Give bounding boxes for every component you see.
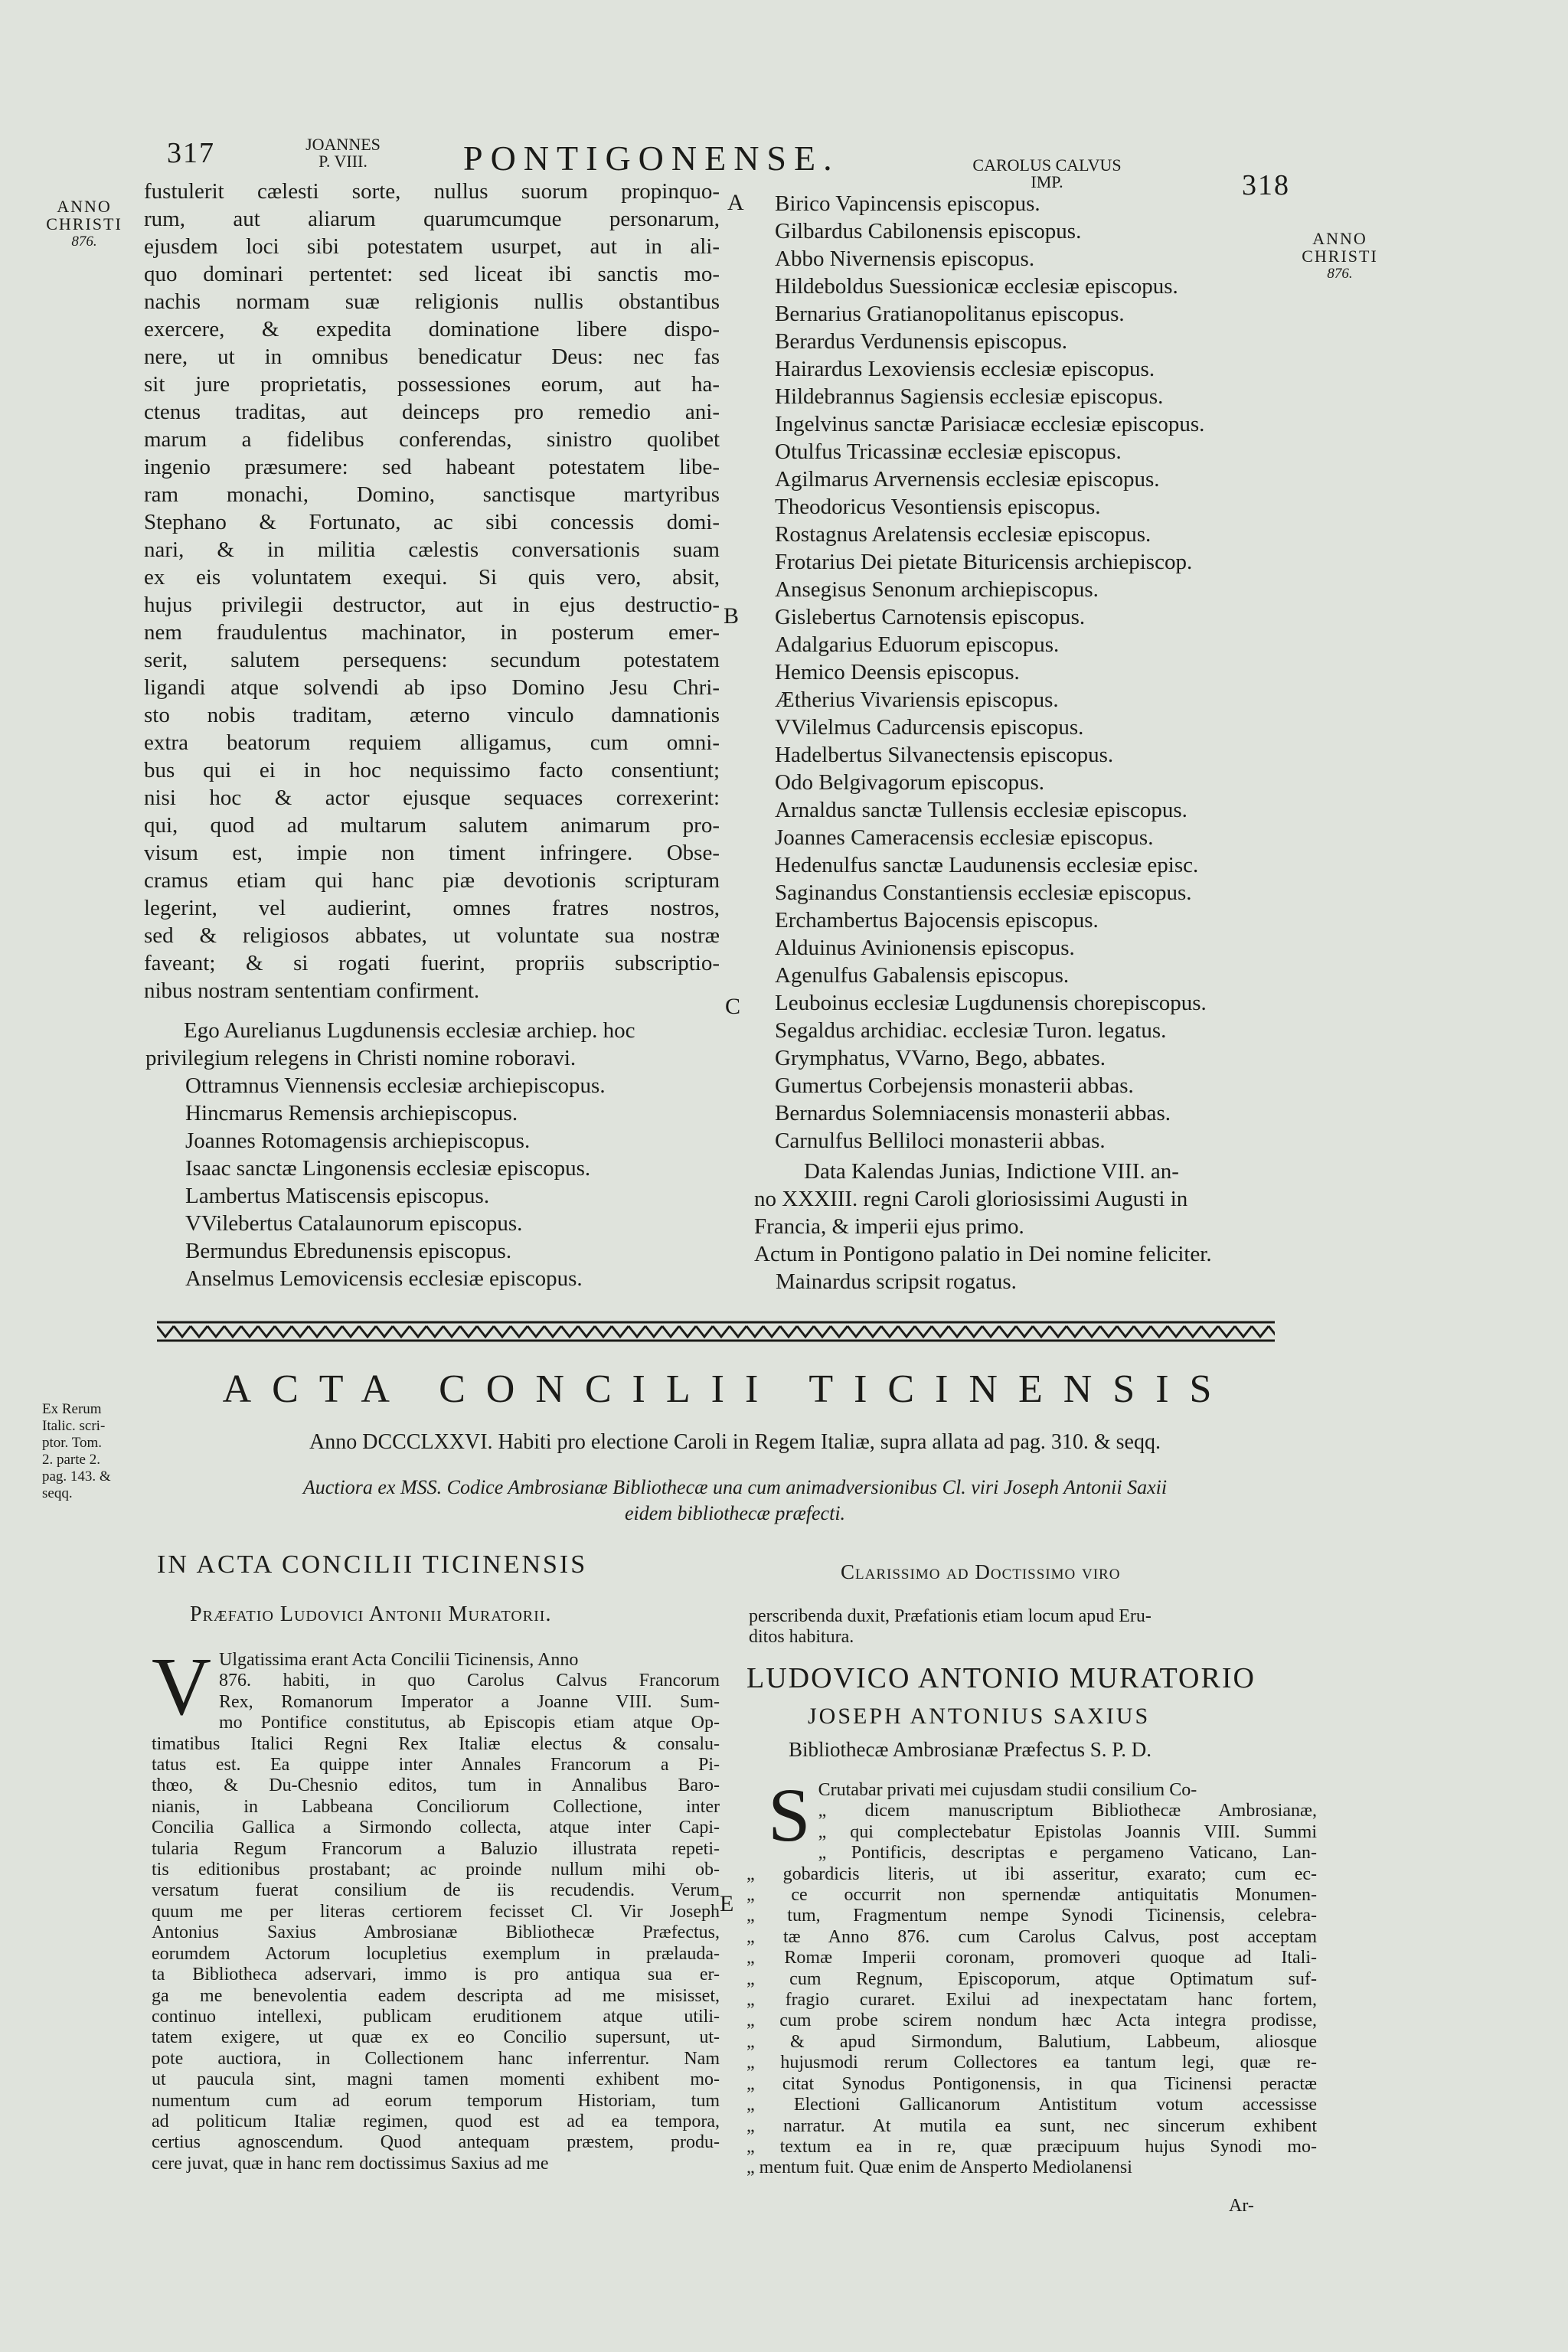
letter-line: „ cum probe scirem nondum hæc Acta integra prodisse, (746, 2011, 1317, 2031)
text-line: hujus privilegii destructor, aut in ejus destructio- (144, 593, 720, 617)
preface-line: Antonius Saxius Ambrosianæ Bibliothecæ Præfectus, (152, 1922, 720, 1943)
letter-lines (746, 1801, 1317, 2178)
column-marker-e: E (720, 1891, 734, 1916)
letter-line: „ fragio curaret. Exilui ad inexpectatam hanc fortem, (746, 1990, 1317, 2011)
running-head-right-line2: IMP. (1031, 172, 1063, 191)
text-line: ctenus traditas, aut deinceps pro remedio ani- (144, 400, 720, 424)
signature-line: Hairardus Lexoviensis ecclesiæ episcopus. (775, 357, 1155, 381)
signature-line: Joannes Cameracensis ecclesiæ episcopus. (775, 825, 1154, 850)
text-line: extra beatorum requiem alligamus, cum omni- (144, 730, 720, 755)
text-line: sed & religiosos abbates, ut voluntate sua nostræ (144, 923, 720, 948)
preface-line: pote auctiora, in Collectionem hanc inferrentur. Nam (152, 2048, 720, 2069)
margin-year: 876. (71, 234, 97, 250)
right-column-signatures (775, 190, 1303, 1155)
letter-line: „ textum ea in re, quæ præcipuum hujus Synodi mo- (746, 2137, 1317, 2158)
margin-anno: ANNO (1312, 229, 1367, 248)
text-line: faveant; & si rogati fuerint, propriis subscriptio- (144, 951, 720, 975)
letter-line: „ citat Synodus Pontigonensis, in qua Ticinensi peractæ (746, 2074, 1317, 2095)
letter-line: „ & apud Sirmondum, Balutium, Labbeum, aliosque (746, 2032, 1317, 2053)
section-heading: IN ACTA CONCILII TICINENSIS (157, 1550, 588, 1579)
text-line: nem fraudulentus machinator, in posterum emer- (144, 620, 720, 645)
preface-line: timatibus Italici Regni Rex Italiæ electus & consalu- (152, 1733, 720, 1754)
running-head-left-line2: P. VIII. (318, 152, 368, 171)
margin-source-line: Ex Rerum (42, 1401, 102, 1417)
preface-heading: Præfatio Ludovici Antonii Muratorii. (190, 1602, 552, 1626)
margin-source-line: 2. parte 2. (42, 1452, 100, 1468)
margin-source-line: pag. 143. & (42, 1468, 111, 1485)
signature-line: Hildebrannus Sagiensis ecclesiæ episcopus. (775, 384, 1164, 409)
preface-line: ad politicum Italiæ regimen, quod est ad ea tempora, (152, 2111, 720, 2132)
signature-line: Alduinus Avinionensis episcopus. (775, 936, 1075, 960)
signature-line: Isaac sanctæ Lingonensis ecclesiæ episcopus. (185, 1156, 591, 1181)
signature-line: Ætherius Vivariensis episcopus. (775, 688, 1059, 712)
ornamental-rule (157, 1318, 1275, 1344)
text-line: visum est, impie non timent infringere. Obse- (144, 841, 720, 865)
text-line: nisi hoc & actor ejusque sequaces correxerint: (144, 786, 720, 810)
preface-line: quum me per literas certiorem fecisset Cl. Vir Joseph (152, 1901, 720, 1922)
letter-text (746, 1772, 1318, 2179)
margin-christi: CHRISTI (1302, 247, 1378, 266)
text-line: ram monachi, Domino, sanctisque martyribus (144, 482, 720, 507)
text-line: nere, ut in omnibus benedicatur Deus: nec fas (144, 345, 720, 369)
letter-line: „ ce occurrit non spernendæ antiquitatis Monumen- (746, 1885, 1317, 1906)
signature-line: Birico Vapincensis episcopus. (775, 191, 1040, 216)
signature-line: privilegium relegens in Christi nomine roboravi. (145, 1046, 577, 1070)
preface-line: Rex, Romanorum Imperator a Joanne VIII. Sum- (219, 1691, 720, 1712)
signature-line: Hincmarus Remensis archiepiscopus. (185, 1101, 518, 1125)
catchword: Ar- (1229, 2196, 1254, 2216)
letter-line: „ gobardicis literis, ut ibi asseritur, exarato; cum ec- (746, 1864, 1317, 1885)
text-line: ex eis voluntatem exequi. Si quis vero, absit, (144, 565, 720, 590)
signature-line: Bermundus Ebredunensis episcopus. (185, 1239, 512, 1263)
text-line: serit, salutem persequens: secundum potestatem (144, 648, 720, 672)
drop-cap: V (152, 1642, 211, 1733)
preface-line: cere juvat, quæ in hanc rem doctissimus Saxius ad me (152, 2153, 549, 2174)
left-column-signatures (145, 1017, 737, 1292)
preface-first-line: Ulgatissima erant Acta Concilii Ticinensis, Anno (219, 1650, 579, 1670)
text-line: bus qui ei in hoc nequissimo facto consentiunt; (144, 758, 720, 782)
text-line: ejusdem loci sibi potestatem usurpet, aut in ali- (144, 234, 720, 259)
margin-anno: ANNO (57, 197, 112, 216)
text-line: ligandi atque solvendi ab ipso Domino Jesu Chri- (144, 675, 720, 700)
closing-line: Mainardus scripsit rogatus. (776, 1269, 1017, 1294)
preface-line: Concilia Gallica a Sirmondo collecta, atque inter Capi- (152, 1818, 720, 1838)
text-line: nibus nostram sententiam confirment. (144, 978, 480, 1003)
text-line: ingenio præsumere: sed habeant potestatem libe- (144, 455, 720, 479)
signature-line: Gislebertus Carnotensis episcopus. (775, 605, 1086, 629)
acta-title: ACTA CONCILII TICINENSIS (222, 1367, 1233, 1411)
preface-line: ga me benevolentia eadem descripta ad me misisset, (152, 1985, 720, 2006)
preface-line: 876. habiti, in quo Carolus Calvus Francorum (219, 1671, 720, 1691)
signature-line: Segaldus archidiac. ecclesiæ Turon. legatus. (775, 1018, 1167, 1043)
letter-line: „ tæ Anno 876. cum Carolus Calvus, post acceptam (746, 1927, 1317, 1948)
running-head-right (953, 157, 1141, 191)
preface-line: certius agnoscendum. Quod antequam præstem, produ- (152, 2132, 720, 2153)
text-line: fustulerit cælesti sorte, nullus suorum propinquo- (144, 179, 720, 204)
text-line: qui, quod ad multarum salutem animarum pro- (144, 813, 720, 838)
signature-line: Otulfus Tricassinæ ecclesiæ episcopus. (775, 439, 1122, 464)
right-column-closing (754, 1158, 1305, 1295)
text-line: sit jure proprietatis, possessiones eorum, aut ha- (144, 372, 720, 397)
letter-line: „ hujusmodi rerum Collectores ea tantum legi, quæ re- (746, 2053, 1317, 2073)
signature-line: Leuboinus ecclesiæ Lugdunensis chorepiscopus. (775, 991, 1207, 1015)
signature-line: Adalgarius Eduorum episcopus. (775, 632, 1060, 657)
text-line: Stephano & Fortunato, ac sibi concessis domi- (144, 510, 720, 534)
closing-line: Actum in Pontigono palatio in Dei nomine feliciter. (754, 1242, 1212, 1266)
column-marker-b: B (724, 603, 740, 629)
signature-line: Berardus Verdunensis episcopus. (775, 329, 1068, 354)
margin-source-line: seqq. (42, 1485, 73, 1501)
acta-subtitle: Anno DCCCLXXVI. Habiti pro electione Caroli in Regem Italiæ, supra allata ad pag. 310. & seqq. (309, 1430, 1161, 1454)
signature-line: Saginandus Constantiensis ecclesiæ episcopus. (775, 880, 1192, 905)
letter-line: „ cum Regnum, Episcoporum, atque Optimatum suf- (746, 1969, 1317, 1990)
text-line: nachis normam suæ religionis nullis obstantibus (144, 289, 720, 314)
addressee-name: LUDOVICO ANTONIO MURATORIO (746, 1662, 1256, 1694)
margin-christi: CHRISTI (46, 214, 122, 234)
signature-line: Carnulfus Belliloci monasterii abbas. (775, 1129, 1106, 1153)
closing-line: no XXXIII. regni Caroli gloriosissimi Augusti in (754, 1187, 1188, 1211)
intro-line: perscribenda duxit, Præfationis etiam locum apud Eru- (749, 1606, 1152, 1626)
letter-line: „ tum, Fragmentum nempe Synodi Ticinensis, celebra- (746, 1906, 1317, 1926)
margin-year: 876. (1327, 266, 1353, 282)
preface-text (152, 1642, 720, 2174)
letter-line: „ Electioni Gallicanorum Antistitum votum accessisse (746, 2095, 1317, 2115)
letter-line: „ narratur. At mutila ea sunt, nec sincerum exhibent (746, 2116, 1317, 2137)
letter-line: „ Pontificis, descriptas e pergameno Vaticano, Lan- (746, 1843, 1317, 1864)
preface-line: ut paucula sint, magni tamen momenti exhibent mo- (152, 2069, 720, 2090)
author-name: JOSEPH ANTONIUS SAXIUS (808, 1704, 1151, 1729)
left-column-text (144, 178, 720, 1004)
letter-first-line: Crutabar privati mei cujusdam studii consilium Co- (818, 1780, 1197, 1800)
margin-note-anno-left (46, 198, 122, 250)
preface-line: nianis, in Labbeana Conciliorum Collectione, inter (152, 1796, 720, 1817)
preface-line: continuo intellexi, publicam eruditionem atque utili- (152, 2006, 720, 2027)
signature-line: Lambertus Matiscensis episcopus. (185, 1184, 490, 1208)
signature-line: VVilelmus Cadurcensis episcopus. (775, 715, 1084, 740)
column-marker-a: A (727, 190, 744, 215)
margin-source-line: Italic. scri- (42, 1418, 106, 1434)
signature-line: Hildeboldus Suessionicæ ecclesiæ episcopus. (775, 274, 1178, 299)
signature-line: Ansegisus Senonum archiepiscopus. (775, 577, 1099, 602)
closing-line: Data Kalendas Junias, Indictione VIII. an- (804, 1159, 1179, 1184)
author-title: Bibliothecæ Ambrosianæ Præfectus S. P. D. (789, 1738, 1152, 1761)
preface-line: versatum fuerat consilium de iis recudendis. Verum (152, 1880, 720, 1901)
signature-line: Hemico Deensis episcopus. (775, 660, 1020, 684)
preface-line: eorumdem Actorum locupletius exemplum in prælauda- (152, 1943, 720, 1964)
column-marker-c: C (725, 994, 741, 1019)
acta-source-line-2: eidem bibliothecæ præfecti. (624, 1502, 846, 1524)
preface-line: mo Pontifice constitutus, ab Episcopis etiam atque Op- (219, 1713, 720, 1733)
closing-line: Francia, & imperii ejus primo. (754, 1214, 1024, 1239)
right-intro-text (749, 1606, 1317, 1648)
signature-line: Theodoricus Vesontiensis episcopus. (775, 495, 1101, 519)
text-line: exercere, & expedita dominatione libere dispo- (144, 317, 720, 341)
signature-line: Gilbardus Cabilonensis episcopus. (775, 219, 1082, 243)
letter-line: „ dicem manuscriptum Bibliothecæ Ambrosianæ, (746, 1801, 1317, 1821)
margin-source-line: ptor. Tom. (42, 1435, 103, 1451)
preface-line: tatem exigere, ut quæ ex eo Concilio supersunt, ut- (152, 2027, 720, 2048)
signature-line: Ego Aurelianus Lugdunensis ecclesiæ archiep. hoc (184, 1018, 635, 1043)
signature-line: Agilmarus Arvernensis ecclesiæ episcopus. (775, 467, 1160, 492)
preface-lines (152, 1671, 720, 2174)
signature-line: Frotarius Dei pietate Bituricensis archiepiscop. (775, 550, 1193, 574)
text-line: legerint, vel audierint, omnes fratres nostros, (144, 896, 720, 920)
drop-cap: S (768, 1772, 811, 1857)
signature-line: Rostagnus Arelatensis ecclesiæ episcopus. (775, 522, 1152, 547)
margin-note-source (42, 1401, 134, 1502)
text-line: sto nobis traditam, æterno vinculo damnationis (144, 703, 720, 727)
signature-line: Joannes Rotomagensis archiepiscopus. (185, 1129, 531, 1153)
preface-line: tularia Regum Francorum a Baluzio illustrata repeti- (152, 1838, 720, 1859)
preface-line: ta Bibliotheca adservari, immo is pro antiqua sua er- (152, 1965, 720, 1985)
signature-line: Odo Belgivagorum episcopus. (775, 770, 1044, 795)
text-line: cramus etiam qui hanc piæ devotionis scripturam (144, 868, 720, 893)
signature-line: Bernardus Solemniacensis monasterii abbas. (775, 1101, 1171, 1125)
text-line: quo dominari pertentet: sed liceat ibi sanctis mo- (144, 262, 720, 286)
preface-line: numentum cum ad eorum temporum Historiam, tum (152, 2090, 720, 2111)
letter-line: „ mentum fuit. Quæ enim de Ansperto Mediolanensi (746, 2158, 1317, 2178)
signature-line: Agenulfus Gabalensis episcopus. (775, 963, 1070, 988)
running-head-left (289, 136, 397, 170)
preface-line: thœo, & Du-Chesnio editos, tum in Annalibus Baro- (152, 1775, 720, 1796)
dedication-line: Clarissimo ad Doctissimo viro (841, 1560, 1121, 1583)
page-number-right: 318 (1242, 169, 1290, 201)
letter-line: „ qui complectebatur Epistolas Joannis VIII. Summi (746, 1822, 1317, 1843)
signature-line: Hadelbertus Silvanectensis episcopus. (775, 743, 1114, 767)
margin-note-anno-right (1298, 230, 1382, 283)
preface-line: tis editionibus prostabant; ac proinde nullum mihi ob- (152, 1860, 720, 1880)
intro-line: ditos habitura. (749, 1627, 854, 1648)
running-head-left-line1: JOANNES (305, 135, 381, 154)
signature-line: Arnaldus sanctæ Tullensis ecclesiæ episcopus. (775, 798, 1187, 822)
letter-line: „ Romæ Imperii coronam, promoveri quoque ad Itali- (746, 1948, 1317, 1968)
signature-line: Anselmus Lemovicensis ecclesiæ episcopus. (185, 1266, 583, 1291)
preface-line: tatus est. Ea quippe inter Annales Francorum a Pi- (152, 1755, 720, 1775)
signature-line: Bernarius Gratianopolitanus episcopus. (775, 302, 1125, 326)
signature-line: Gumertus Corbejensis monasterii abbas. (775, 1073, 1134, 1098)
signature-line: Grymphatus, VVarno, Bego, abbates. (775, 1046, 1106, 1070)
text-line: nari, & in militia cælestis conversationis suam (144, 537, 720, 562)
page-number-left: 317 (167, 137, 215, 169)
signature-line: Abbo Nivernensis episcopus. (775, 247, 1035, 271)
page-title: PONTIGONENSE. (463, 139, 840, 178)
signature-line: Hedenulfus sanctæ Laudunensis ecclesiæ episc. (775, 853, 1199, 877)
signature-line: Ottramnus Viennensis ecclesiæ archiepiscopus. (185, 1073, 606, 1098)
text-line: marum a fidelibus conferendas, sinistro quolibet (144, 427, 720, 452)
text-line: rum, aut aliarum quarumcumque personarum, (144, 207, 720, 231)
signature-line: Ingelvinus sanctæ Parisiacæ ecclesiæ episcopus. (775, 412, 1205, 436)
signature-line: VVilebertus Catalaunorum episcopus. (185, 1211, 523, 1236)
running-head-right-line1: CAROLUS CALVUS (972, 155, 1122, 175)
acta-source-line: Auctiora ex MSS. Codice Ambrosianæ Bibliothecæ una cum animadversionibus Cl. viri Joseph Antonii Saxii (302, 1476, 1168, 1498)
signature-line: Erchambertus Bajocensis episcopus. (775, 908, 1099, 933)
